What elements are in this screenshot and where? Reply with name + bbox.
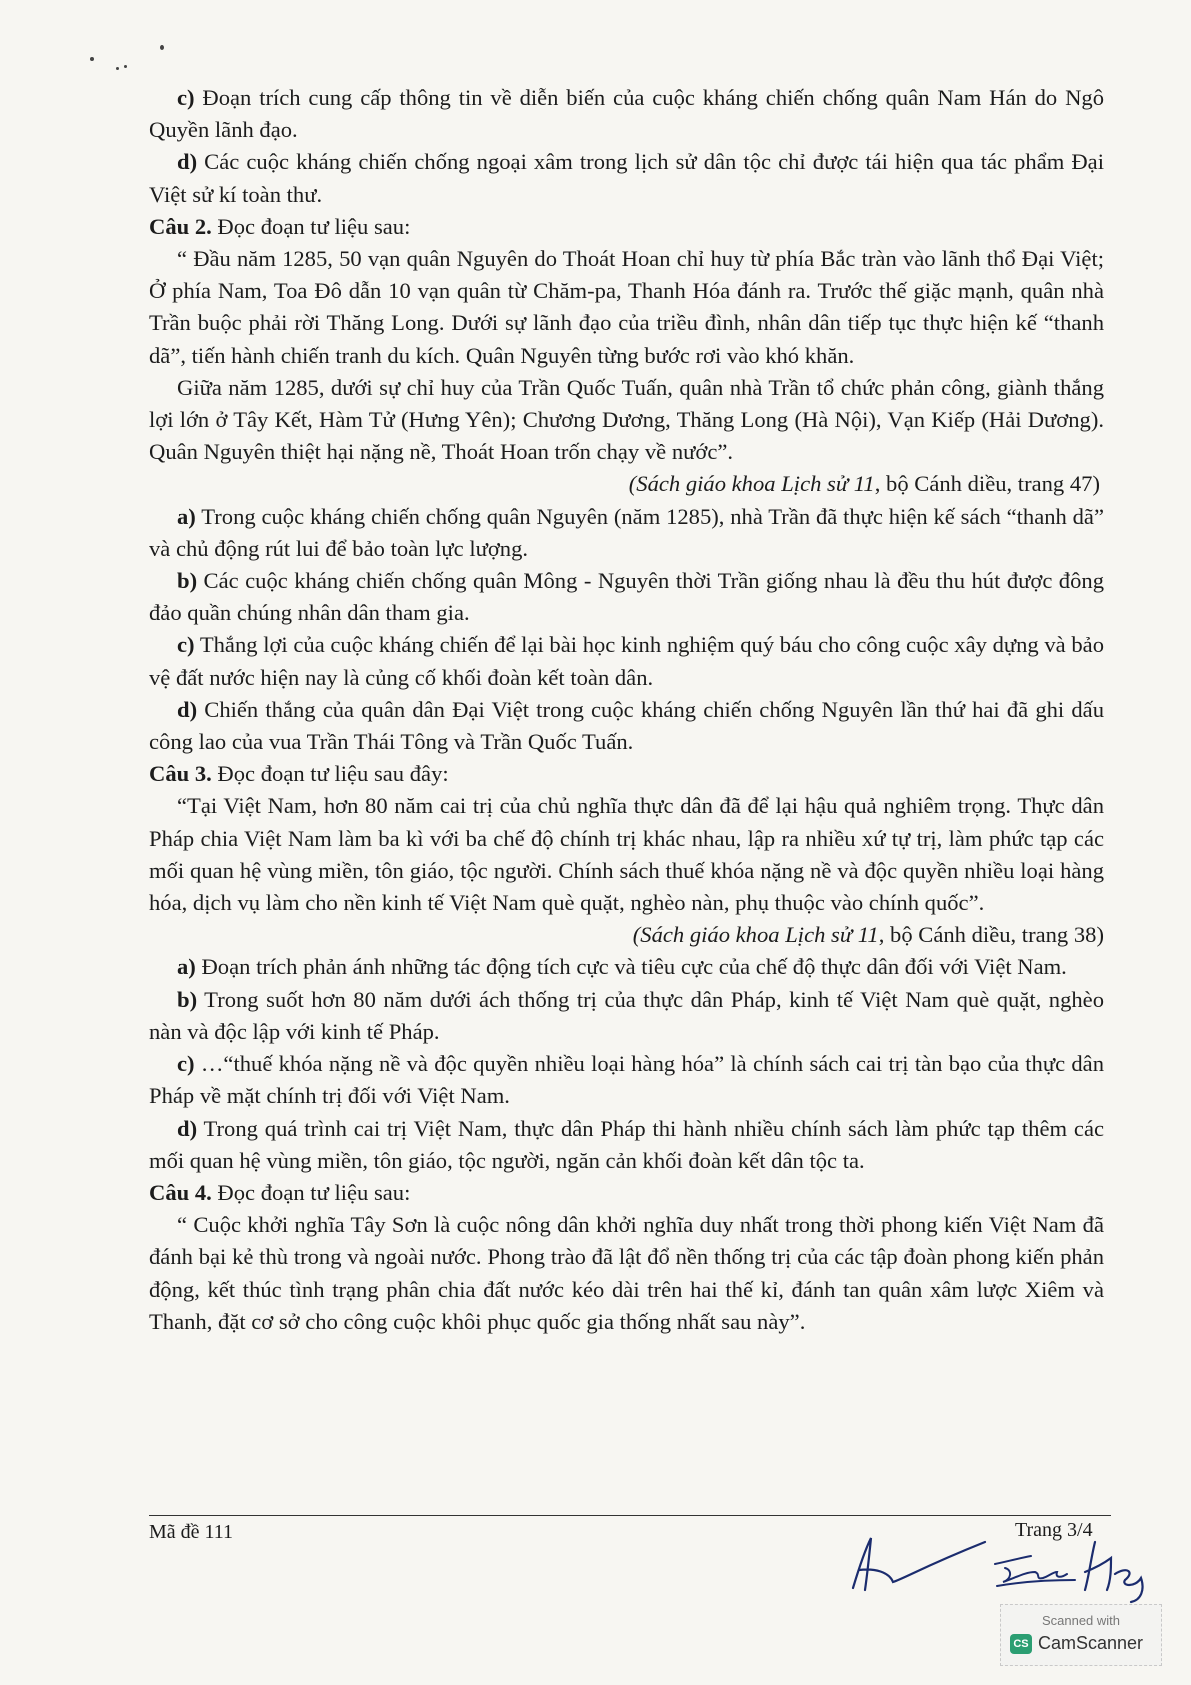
statement-label: c) [177,85,195,110]
citation-title: (Sách giáo khoa Lịch sử 11 [628,471,875,497]
statement-label: a) [177,954,196,980]
answer-statement [149,565,1104,629]
paragraph-text: Các cuộc kháng chiến chống quân Mông - Nguyên thời Trần giống nhau là đều thu hút được đông đảo quần chúng nhân dân tham gia. [149,568,1104,626]
question-number: Câu 3. [149,761,212,787]
statement-label: d) [177,696,198,722]
question-number: Câu 2. [149,213,212,239]
footer-divider [149,1515,1111,1516]
statement-label: d) [177,1115,198,1141]
source-citation [149,919,1104,951]
passage-paragraph [149,1209,1104,1338]
paragraph-text: Trong suốt hơn 80 năm dưới ách thống trị của thực dân Pháp, kinh tế Việt Nam què quặt, nghèo nàn và độc lập với kinh tế Pháp. [149,986,1104,1044]
paragraph-text: “ Đầu năm 1285, 50 vạn quân Nguyên do Thoát Hoan chỉ huy từ phía Bắc tràn vào lãnh thổ Đại Việt; Ở phía Nam, Toa Đô dẫn 10 vạn quân từ Chăm-pa, Thanh Hóa đánh ra. Trước thế giặc mạnh, quân nhà Trần buộc phải rời Thăng Long. Dưới sự lãnh đạo của triều đình, nhân dân tiếp tục thực hiện kế “thanh dã”, tiến hành chiến tranh du kích. Quân Nguyên từng bước rơi vào khó khăn. [149,246,1104,368]
question-heading [149,758,1104,790]
answer-statement [149,1048,1104,1112]
statement-label: a) [177,503,196,529]
camscanner-name: CamScanner [1038,1633,1144,1653]
citation-title: (Sách giáo khoa Lịch sử 11 [632,922,879,948]
question-heading [149,1177,1104,1209]
camscanner-icon: CS [1010,1634,1032,1654]
statement-label: c) [177,1051,195,1077]
page-number: Trang 3/4 [1015,1519,1093,1541]
paragraph-text: “Tại Việt Nam, hơn 80 năm cai trị của chủ nghĩa thực dân đã để lại hậu quả nghiêm trọng. Thực dân Pháp chia Việt Nam làm ba kì với ba chế độ chính trị khác nhau, lập ra nhiều xứ tự trị, làm phức tạp các mối quan hệ vùng miền, tôn giáo, tộc người. Chính sách thuế khóa nặng nề và độc quyền nhiều loại hàng hóa, dịch vụ làm cho nền kinh tế Việt Nam què quặt, nghèo nàn, phụ thuộc vào chính quốc”. [149,793,1104,916]
paragraph-text: Đoạn trích phản ánh những tác động tích cực và tiêu cực của chế độ thực dân đối với Việt Nam. [195,954,1067,980]
answer-statement [149,984,1104,1048]
citation-detail: , bộ Cánh diều, trang 47) [874,471,1100,497]
paragraph-text: Giữa năm 1285, dưới sự chỉ huy của Trần Quốc Tuấn, quân nhà Trần tổ chức phản công, giành thắng lợi lớn ở Tây Kết, Hàm Tử (Hưng Yên); Chương Dương, Thăng Long (Hà Nội), Vạn Kiếp (Hải Dương). Quân Nguyên thiệt hại nặng nề, Thoát Hoan trốn chạy về nước”. [149,374,1104,465]
answer-statement [149,501,1104,565]
paragraph-text: Trong cuộc kháng chiến chống quân Nguyên (năm 1285), nhà Trần đã thực hiện kế sách “thanh dã” và chủ động rút lui để bảo toàn lực lượng. [149,503,1104,561]
paragraph-text: “ Cuộc khởi nghĩa Tây Sơn là cuộc nông dân khởi nghĩa duy nhất trong thời phong kiến Việt Nam đã đánh bại kẻ thù trong và ngoài nước. Phong trào đã lật đổ nền thống trị của các tập đoàn phong kiến phản động, kết thúc tình trạng phân chia đất nước kéo dài trên hai thế kỉ, đánh tan quân xâm lược Xiêm và Thanh, đặt cơ sở cho công cuộc khôi phục quốc gia thống nhất sau này”. [149,1212,1104,1334]
exam-code: Mã đề 111 [149,1521,234,1543]
statement-label: c) [177,632,195,658]
paragraph-text: Chiến thắng của quân dân Đại Việt trong cuộc kháng chiến chống Nguyên lần thứ hai đã ghi dấu công lao của vua Trần Thái Tông và Trần Quốc Tuấn. [149,696,1104,755]
answer-statement [149,629,1104,693]
passage-paragraph [149,372,1104,469]
answer-statement [149,951,1104,983]
scan-specks [90,45,180,75]
paragraph-text: Thắng lợi của cuộc kháng chiến để lại bài học kinh nghiệm quý báu cho công cuộc xây dựng và bảo vệ đất nước hiện nay là củng cố khối đoàn kết toàn dân. [149,632,1104,690]
answer-statement [149,1113,1104,1177]
statement-label: b) [177,986,198,1012]
paragraph-text: Các cuộc kháng chiến chống ngoại xâm trong lịch sử dân tộc chỉ được tái hiện qua tác phẩm Đại Việt sử kí toàn thư. [149,149,1104,207]
citation-detail: , bộ Cánh diều, trang 38) [878,922,1104,948]
statement-label: b) [177,568,198,594]
answer-statement [149,82,1104,146]
paragraph-text: Trong quá trình cai trị Việt Nam, thực dân Pháp thi hành nhiều chính sách làm phức tạp thêm các mối quan hệ vùng miền, tôn giáo, tộc người, ngăn cản khối đoàn kết dân tộc ta. [149,1115,1104,1173]
scanned-with-label: Scanned with [1041,1613,1121,1628]
handwritten-signatures [845,1528,1165,1608]
answer-statement [149,694,1104,758]
statement-label: d) [177,149,198,175]
paragraph-text: Đoạn trích cung cấp thông tin về diễn biến của cuộc kháng chiến chống quân Nam Hán do Ngô Quyền lãnh đạo. [149,85,1104,143]
question-body [149,82,1104,1338]
question-number: Câu 4. [149,1179,212,1205]
paragraph-text: Đọc đoạn tư liệu sau: [211,1179,411,1205]
passage-paragraph [149,790,1104,919]
source-citation [149,468,1104,500]
paragraph-text: Đọc đoạn tư liệu sau đây: [211,761,449,787]
paragraph-text: …“thuế khóa nặng nề và độc quyền nhiều loại hàng hóa” là chính sách cai trị tàn bạo của thực dân Pháp về mặt chính trị đối với Việt Nam. [149,1051,1104,1109]
answer-statement [149,146,1104,210]
camscanner-watermark [1000,1604,1162,1666]
question-heading [149,211,1104,243]
paragraph-text: Đọc đoạn tư liệu sau: [211,213,411,239]
passage-paragraph [149,243,1104,372]
